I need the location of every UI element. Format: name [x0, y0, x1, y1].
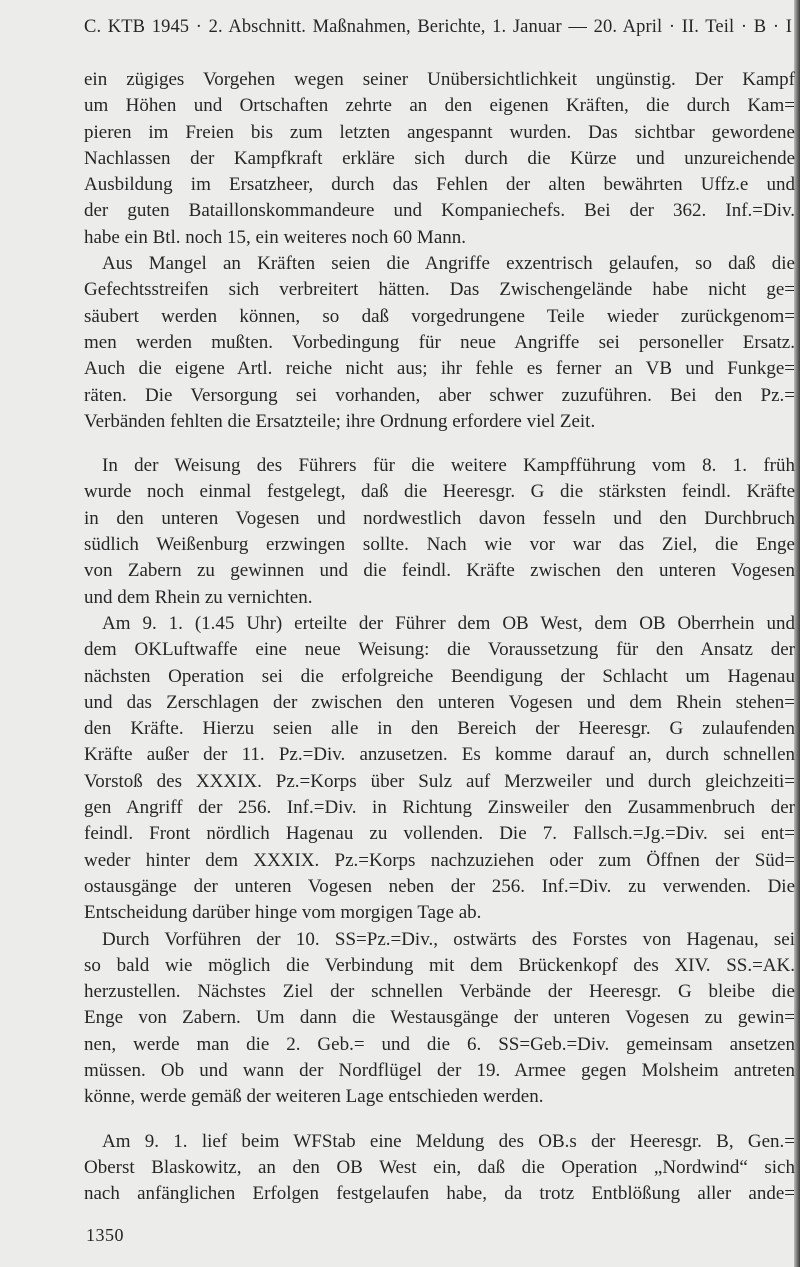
text-line: gen Angriff der 256. Inf.=Div. in Richtung Zinsweiler den Zusammenbruch der — [84, 797, 795, 819]
text-line: von Zabern zu gewinnen und die feindl. Kräfte zwischen den unteren Vogesen — [84, 560, 795, 582]
paragraph-gap — [84, 435, 795, 453]
text-line: in den unteren Vogesen und nordwestlich davon fesseln und den Durchbruch — [84, 507, 795, 529]
text-line: könne, werde gemäß der weiteren Lage entschieden werden. — [84, 1086, 544, 1108]
text-line: Entscheidung darüber hinge vom morgigen Tage ab. — [84, 902, 482, 924]
text-line: der guten Bataillonskommandeure und Kompaniechefs. Bei der 362. Inf.=Div. — [84, 200, 795, 222]
text-line: Oberst Blaskowitz, an den OB West ein, daß die Operation „Nordwind“ sich — [84, 1156, 795, 1178]
text-line: den Kräfte. Hierzu seien alle in den Bereich der Heeresgr. G zulaufenden — [84, 718, 795, 740]
text-line: Nachlassen der Kampfkraft erkläre sich durch die Kürze und unzureichende — [84, 147, 795, 169]
text-line: und dem Rhein zu vernichten. — [84, 586, 313, 608]
text-line: räten. Die Versorgung sei vorhanden, aber schwer zuzuführen. Bei den Pz.= — [84, 384, 795, 406]
text-line: Enge von Zabern. Um dann die Westausgänge der unteren Vogesen zu gewin= — [84, 1007, 795, 1029]
paragraph — [84, 1129, 795, 1208]
text-line: und das Zerschlagen der zwischen den unteren Vogesen und dem Rhein stehen= — [84, 691, 795, 713]
paragraph — [84, 67, 795, 251]
paragraph-gap — [84, 1111, 795, 1129]
paragraph — [84, 611, 795, 927]
body-text — [84, 67, 795, 1207]
text-line: südlich Weißenburg erzwingen sollte. Nach wie vor war das Ziel, die Enge — [84, 534, 795, 556]
text-line: müssen. Ob und wann der Nordflügel der 19. Armee gegen Molsheim antreten — [84, 1059, 795, 1081]
text-line: wurde noch einmal festgelegt, daß die Heeresgr. G die stärksten feindl. Kräfte — [84, 481, 795, 503]
text-line: nächsten Operation sei die erfolgreiche Beendigung der Schlacht um Hagenau — [84, 665, 795, 687]
text-line: men werden mußten. Vorbedingung für neue Angriffe sei personeller Ersatz. — [84, 331, 795, 353]
text-line: Am 9. 1. (1.45 Uhr) erteilte der Führer dem OB West, dem OB Oberrhein und — [102, 612, 795, 634]
text-line: Am 9. 1. lief beim WFStab eine Meldung des OB.s der Heeresgr. B, Gen.= — [102, 1130, 795, 1152]
text-line: Gefechtsstreifen sich verbreitert hätten. Das Zwischengelände habe nicht ge= — [84, 279, 795, 301]
text-line: feindl. Front nördlich Hagenau zu vollenden. Die 7. Fallsch.=Jg.=Div. sei ent= — [84, 823, 795, 845]
running-header: C. KTB 1945 · 2. Abschnitt. Maßnahmen, Berichte, 1. Januar — 20. April · II. Teil · B · I — [84, 17, 792, 37]
text-line: pieren im Freien bis zum letzten angespannt wurden. Das sichtbar gewordene — [84, 121, 795, 143]
text-line: nach anfänglichen Erfolgen festgelaufen habe, da trotz Entblößung aller ande= — [84, 1183, 795, 1205]
paragraph — [84, 453, 795, 611]
text-line: ein zügiges Vorgehen wegen seiner Unübersichtlichkeit ungünstig. Der Kampf — [84, 69, 795, 90]
page-number: 1350 — [86, 1225, 124, 1245]
text-line: Vorstoß des XXXIX. Pz.=Korps über Sulz auf Merzweiler und durch gleichzeiti= — [84, 770, 795, 792]
paragraph — [84, 251, 795, 435]
text-line: nen, werde man die 2. Geb.= und die 6. SS=Geb.=Div. gemeinsam ansetzen — [84, 1033, 795, 1055]
paragraph — [84, 927, 795, 1111]
text-line: säubert werden können, so daß vorgedrungene Teile wieder zurückgenom= — [84, 305, 795, 327]
text-line: Kräfte außer der 11. Pz.=Div. anzusetzen. Es komme darauf an, durch schnellen — [84, 744, 795, 766]
text-line: Aus Mangel an Kräften seien die Angriffe exzentrisch gelaufen, so daß die — [102, 253, 795, 275]
text-line: herzustellen. Nächstes Ziel der schnellen Verbände der Heeresgr. G bleibe die — [84, 981, 795, 1003]
text-line: so bald wie möglich die Verbindung mit dem Brückenkopf des XIV. SS.=AK. — [84, 954, 795, 976]
text-line: dem OKLuftwaffe eine neue Weisung: die Voraussetzung für den Ansatz der — [84, 639, 795, 661]
text-line: um Höhen und Ortschaften zehrte an den eigenen Kräften, die durch Kam= — [84, 95, 795, 117]
text-line: Ausbildung im Ersatzheer, durch das Fehlen der alten bewährten Uffz.e und — [84, 174, 795, 196]
text-line: Auch die eigene Artl. reiche nicht aus; ihr fehle es ferner an VB und Funkge= — [84, 358, 795, 380]
text-line: In der Weisung des Führers für die weitere Kampfführung vom 8. 1. früh — [102, 455, 795, 477]
text-line: habe ein Btl. noch 15, ein weiteres noch 60 Mann. — [84, 226, 467, 248]
text-line: Durch Vorführen der 10. SS=Pz.=Div., ostwärts des Forstes von Hagenau, sei — [102, 928, 795, 950]
text-line: ostausgänge der unteren Vogesen neben der 256. Inf.=Div. zu verwenden. Die — [84, 875, 795, 897]
text-line: weder hinter dem XXXIX. Pz.=Korps nachzuziehen oder zum Öffnen der Süd= — [84, 849, 795, 871]
text-line: Verbänden fehlten die Ersatzteile; ihre Ordnung erfordere viel Zeit. — [84, 410, 596, 432]
